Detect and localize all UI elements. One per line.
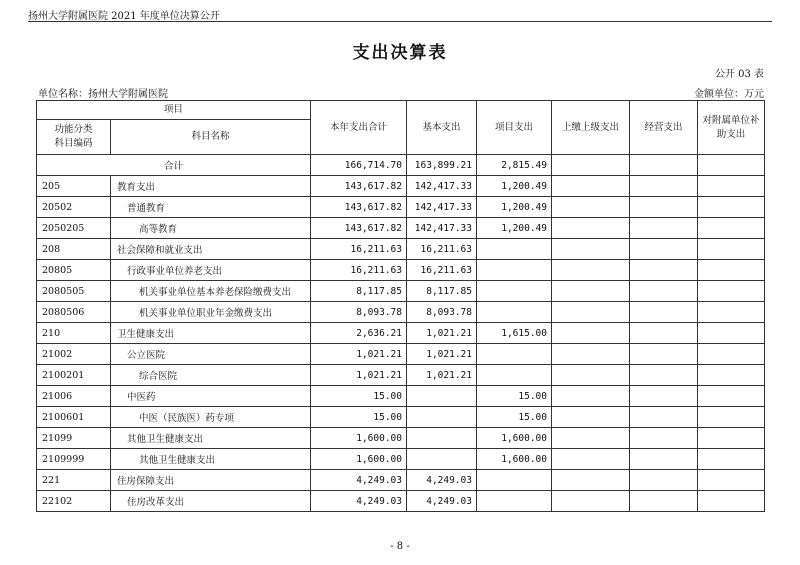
- row-basic: 4,249.03: [407, 470, 477, 491]
- table-row: [37, 491, 765, 512]
- row-code: 20805: [37, 260, 111, 281]
- row-upper: [552, 407, 630, 428]
- row-subsidy: [698, 407, 765, 428]
- row-subsidy: [698, 491, 765, 512]
- row-upper: [552, 470, 630, 491]
- row-project: [477, 344, 552, 365]
- row-total: 16,211.63: [311, 260, 407, 281]
- row-code: 21006: [37, 386, 111, 407]
- row-business: [630, 470, 698, 491]
- table-row: [37, 260, 765, 281]
- row-upper: [552, 260, 630, 281]
- row-basic: [407, 428, 477, 449]
- row-total: 15.00: [311, 407, 407, 428]
- row-code: 2109999: [37, 449, 111, 470]
- row-upper: [552, 218, 630, 239]
- header-upper: 上缴上级支出: [552, 101, 630, 155]
- row-total: 8,093.78: [311, 302, 407, 323]
- money-unit: 金额单位：万元: [694, 89, 764, 100]
- row-basic: 142,417.33: [407, 218, 477, 239]
- row-business: [630, 218, 698, 239]
- row-name: 公立医院: [111, 344, 311, 365]
- row-upper: [552, 197, 630, 218]
- row-project: [477, 365, 552, 386]
- total-row: [37, 155, 765, 176]
- row-name: 高等教育: [111, 218, 311, 239]
- row-code: 2080505: [37, 281, 111, 302]
- row-project: 1,600.00: [477, 449, 552, 470]
- header-code: 功能分类 科目编码: [37, 120, 111, 155]
- row-project: [477, 470, 552, 491]
- row-total: 4,249.03: [311, 491, 407, 512]
- row-basic: [407, 449, 477, 470]
- row-subsidy: [698, 260, 765, 281]
- row-name: 机关事业单位职业年金缴费支出: [111, 302, 311, 323]
- row-business: [630, 386, 698, 407]
- row-basic: 142,417.33: [407, 176, 477, 197]
- row-total: 8,117.85: [311, 281, 407, 302]
- row-subsidy: [698, 449, 765, 470]
- row-business: [630, 260, 698, 281]
- row-total: 1,021.21: [311, 344, 407, 365]
- header-subsidy: 对附属单位补助支出: [698, 101, 765, 155]
- row-subsidy: [698, 239, 765, 260]
- row-basic: 142,417.33: [407, 197, 477, 218]
- row-upper: [552, 176, 630, 197]
- row-total: 1,600.00: [311, 449, 407, 470]
- form-number: 公开 03 表: [714, 69, 764, 80]
- row-subsidy: [698, 428, 765, 449]
- row-project: [477, 260, 552, 281]
- row-subsidy: [698, 302, 765, 323]
- row-basic: 1,021.21: [407, 365, 477, 386]
- row-subsidy: [698, 386, 765, 407]
- table-row: [37, 407, 765, 428]
- row-total: 143,617.82: [311, 176, 407, 197]
- row-business: [630, 197, 698, 218]
- header-name: 科目名称: [111, 120, 311, 155]
- table-row: [37, 344, 765, 365]
- table-row: [37, 365, 765, 386]
- page-number: - 8 -: [390, 541, 410, 552]
- table-row: [37, 239, 765, 260]
- row-upper: [552, 449, 630, 470]
- row-code: 21099: [37, 428, 111, 449]
- header-total: 本年支出合计: [311, 101, 407, 155]
- table-row: [37, 281, 765, 302]
- row-subsidy: [698, 218, 765, 239]
- row-basic: 8,093.78: [407, 302, 477, 323]
- table-row: [37, 386, 765, 407]
- row-business: [630, 281, 698, 302]
- row-basic: [407, 386, 477, 407]
- row-subsidy: [698, 344, 765, 365]
- table-row: [37, 218, 765, 239]
- total-basic: 163,899.21: [407, 155, 477, 176]
- header-business: 经营支出: [630, 101, 698, 155]
- row-upper: [552, 281, 630, 302]
- row-total: 1,021.21: [311, 365, 407, 386]
- row-business: [630, 428, 698, 449]
- table-row: [37, 176, 765, 197]
- row-business: [630, 449, 698, 470]
- table-row: [37, 302, 765, 323]
- row-upper: [552, 323, 630, 344]
- row-name: 行政事业单位养老支出: [111, 260, 311, 281]
- row-project: 1,200.49: [477, 218, 552, 239]
- total-upper: [552, 155, 630, 176]
- total-subsidy: [698, 155, 765, 176]
- table-row: [37, 323, 765, 344]
- total-label: 合计: [37, 155, 311, 176]
- row-project: [477, 281, 552, 302]
- row-basic: 4,249.03: [407, 491, 477, 512]
- row-business: [630, 323, 698, 344]
- row-name: 普通教育: [111, 197, 311, 218]
- row-name: 机关事业单位基本养老保险缴费支出: [111, 281, 311, 302]
- row-basic: 8,117.85: [407, 281, 477, 302]
- row-code: 2050205: [37, 218, 111, 239]
- row-code: 221: [37, 470, 111, 491]
- row-upper: [552, 365, 630, 386]
- row-upper: [552, 344, 630, 365]
- row-project: [477, 302, 552, 323]
- row-business: [630, 491, 698, 512]
- row-code: 21002: [37, 344, 111, 365]
- row-upper: [552, 428, 630, 449]
- table-row: [37, 470, 765, 491]
- table-row: [37, 197, 765, 218]
- row-business: [630, 239, 698, 260]
- row-project: 15.00: [477, 386, 552, 407]
- header-rule: [28, 21, 772, 22]
- row-code: 2100601: [37, 407, 111, 428]
- header-item: 项目: [37, 101, 311, 120]
- row-project: 1,615.00: [477, 323, 552, 344]
- row-subsidy: [698, 365, 765, 386]
- table-row: [37, 428, 765, 449]
- row-upper: [552, 386, 630, 407]
- row-code: 2100201: [37, 365, 111, 386]
- row-name: 教育支出: [111, 176, 311, 197]
- row-total: 2,636.21: [311, 323, 407, 344]
- row-subsidy: [698, 323, 765, 344]
- row-name: 社会保障和就业支出: [111, 239, 311, 260]
- row-basic: 1,021.21: [407, 344, 477, 365]
- row-subsidy: [698, 281, 765, 302]
- row-business: [630, 344, 698, 365]
- row-code: 22102: [37, 491, 111, 512]
- document-header: 扬州大学附属医院 2021 年度单位决算公开: [28, 11, 220, 22]
- row-project: 1,200.49: [477, 176, 552, 197]
- row-code: 20502: [37, 197, 111, 218]
- row-basic: 16,211.63: [407, 260, 477, 281]
- row-subsidy: [698, 176, 765, 197]
- row-code: 205: [37, 176, 111, 197]
- header-basic: 基本支出: [407, 101, 477, 155]
- row-subsidy: [698, 470, 765, 491]
- row-name: 中医（民族医）药专项: [111, 407, 311, 428]
- row-name: 综合医院: [111, 365, 311, 386]
- row-business: [630, 176, 698, 197]
- row-name: 住房保障支出: [111, 470, 311, 491]
- row-total: 1,600.00: [311, 428, 407, 449]
- row-project: [477, 239, 552, 260]
- row-name: 住房改革支出: [111, 491, 311, 512]
- expenditure-table: [36, 100, 765, 512]
- row-total: 4,249.03: [311, 470, 407, 491]
- row-name: 中医药: [111, 386, 311, 407]
- table-row: [37, 449, 765, 470]
- row-project: [477, 491, 552, 512]
- row-total: 143,617.82: [311, 218, 407, 239]
- row-basic: [407, 407, 477, 428]
- row-project: 1,200.49: [477, 197, 552, 218]
- row-basic: 16,211.63: [407, 239, 477, 260]
- row-upper: [552, 491, 630, 512]
- row-name: 其他卫生健康支出: [111, 449, 311, 470]
- page-title: 支出决算表: [352, 43, 448, 63]
- row-upper: [552, 239, 630, 260]
- row-code: 210: [37, 323, 111, 344]
- header-project: 项目支出: [477, 101, 552, 155]
- row-subsidy: [698, 197, 765, 218]
- row-business: [630, 302, 698, 323]
- row-project: 15.00: [477, 407, 552, 428]
- row-project: 1,600.00: [477, 428, 552, 449]
- row-total: 16,211.63: [311, 239, 407, 260]
- unit-name: 单位名称：扬州大学附属医院: [38, 89, 168, 100]
- row-basic: 1,021.21: [407, 323, 477, 344]
- row-business: [630, 407, 698, 428]
- row-total: 15.00: [311, 386, 407, 407]
- total-business: [630, 155, 698, 176]
- row-total: 143,617.82: [311, 197, 407, 218]
- total-project: 2,815.49: [477, 155, 552, 176]
- row-code: 208: [37, 239, 111, 260]
- row-name: 卫生健康支出: [111, 323, 311, 344]
- row-upper: [552, 302, 630, 323]
- row-name: 其他卫生健康支出: [111, 428, 311, 449]
- total-amount: 166,714.70: [311, 155, 407, 176]
- row-business: [630, 365, 698, 386]
- row-code: 2080506: [37, 302, 111, 323]
